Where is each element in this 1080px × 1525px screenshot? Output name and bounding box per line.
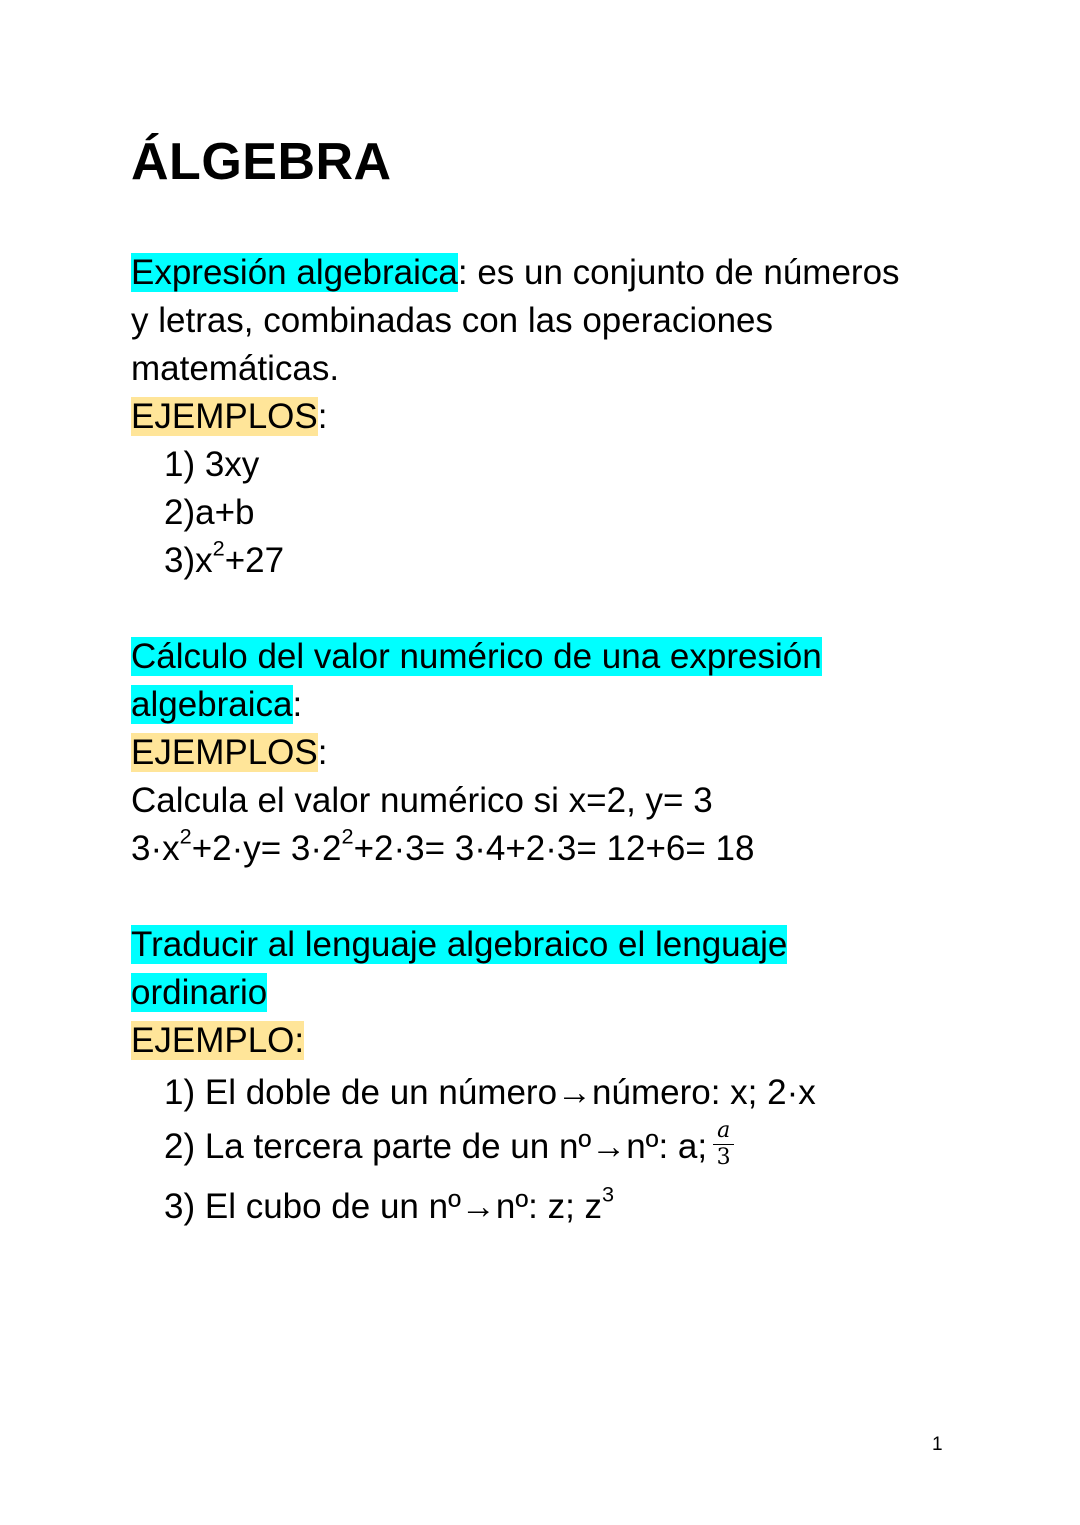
example-item-3-rest: +27: [224, 541, 285, 580]
example-item-2: 2)a+b: [164, 493, 255, 532]
section2-heading-line2: algebraica: [131, 685, 293, 724]
definition-paragraph: [131, 249, 971, 393]
section3-example-heading: [131, 1017, 971, 1065]
section2-heading: [131, 633, 971, 729]
translate-item-1: 1) El doble de un número→número: x; 2·x: [164, 1073, 816, 1112]
example-item-3-exponent: 2: [212, 535, 225, 561]
calc-exponent-1: 2: [179, 823, 192, 849]
examples-heading: [131, 393, 971, 441]
fraction-a-over-3: [713, 1119, 734, 1170]
section2-heading-line1: Cálculo del valor numérico de una expresión: [131, 637, 822, 676]
section2-line2: [131, 825, 971, 873]
definition-line-2: y letras, combinadas con las operaciones: [131, 301, 774, 340]
example-item-1: 1) 3xy: [164, 445, 260, 484]
fraction-denominator: 3: [716, 1145, 731, 1171]
examples-colon: :: [317, 397, 328, 436]
translate-item-3: [131, 1177, 971, 1237]
section3-heading: [131, 921, 971, 1017]
section-valor-numerico: [131, 633, 971, 873]
definition-line-3: matemáticas.: [131, 349, 340, 388]
calc-part-3: +2·3= 3·4+2·3= 12+6= 18: [353, 829, 755, 868]
section3-heading-line2: ordinario: [131, 973, 268, 1012]
fraction-numerator: a: [713, 1119, 734, 1145]
section2-line1: Calcula el valor numérico si x=2, y= 3: [131, 781, 713, 820]
term-highlight: Expresión algebraica: [131, 253, 458, 292]
translate-item-2: [131, 1117, 971, 1177]
section-expresion-algebraica: [131, 249, 971, 585]
document-page: [131, 130, 971, 1237]
page-number: 1: [932, 1434, 943, 1455]
section2-examples-heading: [131, 729, 971, 777]
examples-label: EJEMPLOS: [131, 397, 318, 436]
translate-item-3-exponent: 3: [602, 1181, 615, 1207]
page-title: ÁLGEBRA: [131, 133, 392, 191]
calc-part-2: +2·y= 3·2: [191, 829, 342, 868]
example-item-3-base: 3)x: [164, 541, 213, 580]
translate-item-3-text: 3) El cubo de un nº→nº: z; z: [164, 1187, 603, 1226]
example-item-3: [131, 537, 971, 585]
translate-item-2-text: 2) La tercera parte de un nº→nº: a;: [164, 1127, 708, 1166]
section3-heading-line1: Traducir al lenguaje algebraico el lenguaje: [131, 925, 788, 964]
calc-exponent-2: 2: [341, 823, 354, 849]
calc-part-1: 3·x: [131, 829, 180, 868]
section2-examples-colon: :: [317, 733, 328, 772]
section-traducir: [131, 921, 971, 1237]
section3-example-label: EJEMPLO:: [131, 1021, 305, 1060]
section2-examples-label: EJEMPLOS: [131, 733, 318, 772]
definition-line-1: : es un conjunto de números: [457, 253, 900, 292]
section2-heading-colon: :: [292, 685, 303, 724]
